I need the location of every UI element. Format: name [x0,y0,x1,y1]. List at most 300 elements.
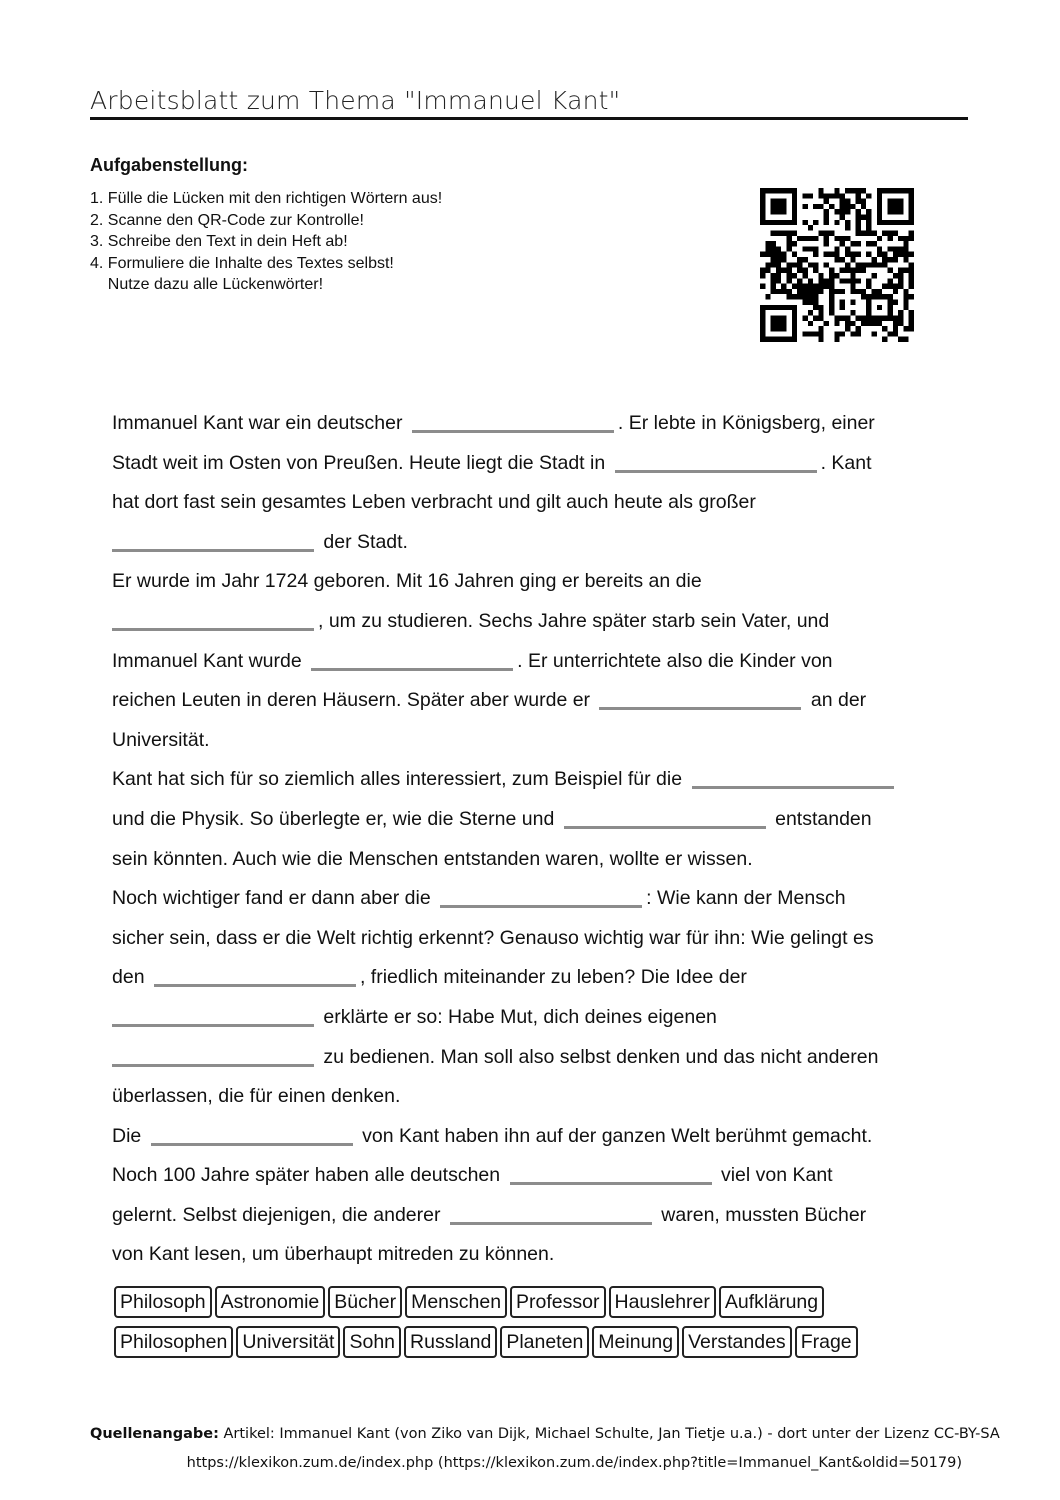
qr-module [840,199,845,204]
text-segment: Die [112,1124,147,1147]
qr-module [898,246,903,251]
blank-gap[interactable] [450,1201,652,1225]
qr-module [850,331,855,336]
qr-module [850,241,855,246]
qr-module [845,315,850,320]
qr-module [787,236,792,241]
qr-module [802,204,807,209]
qr-module [760,252,765,257]
qr-module [787,294,792,299]
qr-module [781,230,786,235]
qr-module [818,230,823,235]
qr-module [887,236,892,241]
qr-module [781,252,786,257]
qr-module [824,193,829,198]
qr-module [771,246,776,251]
text-segment: erklärte er so: Habe Mut, dich deines eigenen [318,1005,717,1028]
qr-module [893,246,898,251]
qr-module [824,241,829,246]
qr-module [792,284,797,289]
text-segment: , friedlich miteinander zu leben? Die Idee der [359,966,747,989]
qr-module [887,230,892,235]
qr-module [824,230,829,235]
qr-module [840,193,845,198]
blank-gap[interactable] [112,607,314,631]
qr-module [845,268,850,273]
qr-module [802,246,807,251]
qr-module [856,326,861,331]
qr-module [765,246,770,251]
qr-module [845,252,850,257]
text-line [112,919,962,959]
word-bank-item: Universität [236,1326,340,1358]
qr-module [882,337,887,342]
qr-module [834,246,839,251]
blank-gap[interactable] [440,884,642,908]
text-segment: Immanuel Kant war ein deutscher [112,412,408,434]
qr-module [813,262,818,267]
qr-module [776,289,781,294]
word-bank-item: Meinung [592,1326,679,1358]
qr-module [813,236,818,241]
task-list [90,188,442,296]
qr-module [856,193,861,198]
qr-module [893,315,898,320]
qr-module [824,215,829,220]
qr-module [802,236,807,241]
qr-module [893,252,898,257]
text-line [112,483,962,523]
qr-module [771,199,787,215]
qr-module [845,278,850,283]
qr-module [856,331,861,336]
qr-module [792,294,797,299]
text-segment: hat dort fast sein gesamtes Leben verbracht und gilt auch heute als großer [112,491,756,514]
qr-module [829,305,834,310]
qr-module [898,315,903,320]
qr-module [818,331,823,336]
qr-module [877,289,882,294]
qr-module [834,337,839,342]
qr-module [903,305,908,310]
qr-module [840,289,845,294]
task-heading: Aufgabenstellung: [90,155,248,175]
qr-module [760,268,765,273]
qr-module [840,215,845,220]
qr-module [813,289,818,294]
qr-module [893,300,898,305]
word-bank-item: Frage [795,1326,858,1358]
qr-module [808,294,813,299]
qr-module [882,284,887,289]
qr-module [856,220,861,225]
text-segment: . Er lebte in Königsberg, einer [617,412,875,434]
blank-gap[interactable] [154,963,356,987]
task-item: 3. Schreibe den Text in dein Heft ab! [90,233,348,250]
blank-gap[interactable] [692,765,894,789]
qr-module [898,273,903,278]
qr-module [802,294,807,299]
qr-module [829,193,834,198]
text-segment: von Kant lesen, um überhaupt mitreden zu können. [112,1243,555,1266]
qr-module [909,310,914,315]
qr-module [893,230,898,235]
qr-module [877,246,882,251]
text-segment: : Wie kann der Mensch [646,887,846,910]
qr-module [850,273,855,278]
qr-module [818,289,823,294]
qr-module [882,257,887,262]
qr-module [909,321,914,326]
qr-module [845,262,850,267]
qr-module [898,321,903,326]
qr-module [818,273,823,278]
qr-module [866,284,871,289]
qr-code-icon[interactable] [760,188,914,342]
qr-module [903,300,908,305]
qr-module [887,284,892,289]
qr-module [909,294,914,299]
qr-module [802,300,807,305]
text-segment: , um zu studieren. Sechs Jahre später starb sein Vater, und [318,609,830,632]
qr-module [818,305,823,310]
text-line [112,800,962,840]
qr-module [845,220,850,225]
qr-module [792,241,797,246]
qr-module [903,294,908,299]
qr-module [829,268,834,273]
worksheet-title: Arbeitsblatt zum Thema "Immanuel Kant" [90,86,621,115]
qr-module [781,268,786,273]
qr-module [797,289,802,294]
qr-module [845,246,850,251]
qr-module [840,300,845,305]
task-item: 4. Formuliere die Inhalte des Textes selbst! [90,254,394,272]
qr-module [850,268,855,273]
text-segment: viel von Kant [715,1164,833,1187]
qr-module [845,188,850,193]
qr-module [797,278,802,283]
task-item: 1. Fülle die Lücken mit den richtigen Wörtern aus! [90,190,443,207]
qr-module [829,289,834,294]
blank-gap[interactable] [112,528,314,552]
qr-module [898,310,903,315]
qr-module [856,199,861,204]
qr-module [845,199,850,204]
qr-module [872,331,877,336]
qr-module [861,262,866,267]
qr-module [887,278,892,283]
text-segment: der Stadt. [318,530,408,553]
qr-module [787,289,792,294]
text-segment: Stadt weit im Osten von Preußen. Heute liegt die Stadt in [112,451,611,474]
qr-module [771,241,776,246]
word-bank-row [114,1286,861,1326]
qr-module [813,315,818,320]
qr-module [845,225,850,230]
qr-module [840,236,845,241]
qr-module [866,220,871,225]
text-line [112,760,962,800]
qr-module [909,326,914,331]
qr-module [850,284,855,289]
qr-module [840,241,845,246]
qr-module [856,278,861,283]
blank-gap[interactable] [510,1161,712,1185]
text-line [112,840,962,880]
qr-module [893,326,898,331]
text-line [112,642,962,682]
qr-module [850,321,855,326]
qr-module [877,305,882,310]
qr-module [903,257,908,262]
qr-module [829,278,834,283]
qr-module [850,289,855,294]
qr-module [856,230,861,235]
qr-module [840,315,845,320]
qr-module [797,257,802,262]
blank-gap[interactable] [412,409,614,433]
qr-module [834,315,839,320]
text-line [112,602,962,642]
task-item: Nutze dazu alle Lückenwörter! [90,276,324,293]
qr-module [787,262,792,267]
text-segment: . Er unterrichtete also die Kinder von [517,649,833,672]
qr-module [887,199,903,215]
word-bank-item: Aufklärung [719,1286,824,1318]
qr-module [813,300,818,305]
qr-module [903,268,908,273]
source-label: Quellenangabe: [90,1426,219,1442]
qr-module [818,284,823,289]
qr-module [882,230,887,235]
qr-module [824,220,829,225]
qr-module [909,268,914,273]
qr-module [845,326,850,331]
qr-module [898,337,903,342]
qr-module [909,262,914,267]
qr-module [771,289,776,294]
qr-module [771,278,776,283]
qr-module [760,284,765,289]
qr-module [834,331,839,336]
qr-module [856,315,861,320]
qr-module [882,326,887,331]
qr-module [909,252,914,257]
word-bank-item: Menschen [405,1286,507,1318]
qr-module [834,257,839,262]
blank-gap[interactable] [599,686,801,710]
qr-module [872,289,877,294]
blank-gap[interactable] [112,1003,314,1027]
word-bank-item: Philosoph [114,1286,212,1318]
blank-gap[interactable] [615,449,817,473]
text-line [112,958,962,998]
qr-module [834,193,839,198]
qr-module [861,199,866,204]
text-line [112,1156,962,1196]
qr-module [877,262,882,267]
qr-module [861,289,866,294]
qr-module [866,230,871,235]
qr-module [765,294,770,299]
text-line [112,681,962,721]
qr-module [903,326,908,331]
qr-module [771,315,787,331]
qr-module [909,284,914,289]
text-line [112,444,962,484]
cloze-text [112,404,962,1275]
qr-module [909,230,914,235]
qr-module [813,252,818,257]
qr-module [887,268,892,273]
qr-module [813,331,818,336]
word-bank-item: Russland [404,1326,497,1358]
text-segment: gelernt. Selbst diejenigen, die anderer [112,1203,446,1226]
qr-module [792,262,797,267]
qr-module [824,321,829,326]
qr-module [850,278,855,283]
qr-module [802,257,807,262]
qr-module [771,257,776,262]
qr-module [771,262,776,267]
text-segment: von Kant haben ihn auf der ganzen Welt berühmt gemacht. [356,1124,873,1147]
qr-module [787,246,792,251]
qr-module [771,284,776,289]
qr-module [808,278,813,283]
qr-module [861,188,866,193]
qr-module [898,268,903,273]
qr-module [898,252,903,257]
qr-module [861,294,866,299]
text-segment: und die Physik. So überlegte er, wie die Sterne und [112,807,560,830]
text-line [112,523,962,563]
qr-module [893,289,898,294]
qr-module [840,331,845,336]
qr-module [845,321,850,326]
qr-module [802,289,807,294]
text-segment: zu bedienen. Man soll also selbst denken und das nicht anderen [318,1045,879,1068]
qr-module [861,230,866,235]
qr-module [866,193,871,198]
qr-module [781,257,786,262]
text-segment: überlassen, die für einen denken. [112,1085,401,1108]
qr-module [893,321,898,326]
qr-module [818,193,823,198]
text-line [112,1235,962,1275]
text-line [112,1196,962,1236]
qr-module [866,262,871,267]
qr-module [818,326,823,331]
qr-module [850,310,855,315]
text-line [112,998,962,1038]
qr-module [893,331,898,336]
qr-module [866,321,871,326]
qr-module [856,188,861,193]
qr-module [909,315,914,320]
qr-module [840,204,845,209]
qr-module [856,209,861,214]
text-line [112,1077,962,1117]
qr-module [856,225,861,230]
qr-module [882,252,887,257]
qr-module [834,188,839,193]
qr-module [771,252,776,257]
blank-gap[interactable] [112,1043,314,1067]
qr-module [861,321,866,326]
qr-module [840,305,845,310]
qr-module [845,209,850,214]
qr-module [813,220,818,225]
qr-module [797,262,802,267]
text-segment: Kant hat sich für so ziemlich alles interessiert, zum Beispiel für die [112,768,688,791]
text-line [112,721,962,761]
qr-module [765,262,770,267]
qr-module [834,273,839,278]
word-bank [114,1286,861,1366]
qr-module [866,215,871,220]
qr-module [856,262,861,267]
qr-module [781,284,786,289]
qr-module [856,268,861,273]
qr-module [787,230,792,235]
qr-module [829,310,834,315]
qr-module [850,257,855,262]
qr-module [802,193,807,198]
qr-module [903,337,908,342]
blank-gap[interactable] [311,647,513,671]
qr-module [887,257,892,262]
qr-module [845,204,850,209]
qr-module [834,321,839,326]
qr-module [776,246,781,251]
word-bank-item: Astronomie [215,1286,326,1318]
qr-module [903,241,908,246]
qr-module [808,262,813,267]
qr-module [808,225,813,230]
qr-module [797,268,802,273]
qr-module [787,268,792,273]
word-bank-item: Verstandes [682,1326,792,1358]
qr-module [818,310,823,315]
qr-module [818,278,823,283]
qr-module [808,321,813,326]
qr-module [866,209,871,214]
qr-module [887,331,892,336]
qr-module [808,310,813,315]
text-segment: Er wurde im Jahr 1724 geboren. Mit 16 Jahren ging er bereits an die [112,570,702,593]
qr-module [813,204,818,209]
qr-module [898,236,903,241]
qr-module [813,294,818,299]
qr-module [771,230,776,235]
blank-gap[interactable] [151,1122,353,1146]
qr-module [898,284,903,289]
text-line [112,1117,962,1157]
qr-module [829,273,834,278]
word-bank-item: Philosophen [114,1326,233,1358]
qr-module [887,246,892,251]
qr-module [893,284,898,289]
qr-module [776,273,781,278]
qr-module [829,284,834,289]
qr-module [776,278,781,283]
qr-module [840,209,845,214]
qr-module [872,262,877,267]
qr-module [808,193,813,198]
blank-gap[interactable] [564,805,766,829]
qr-module [802,220,807,225]
